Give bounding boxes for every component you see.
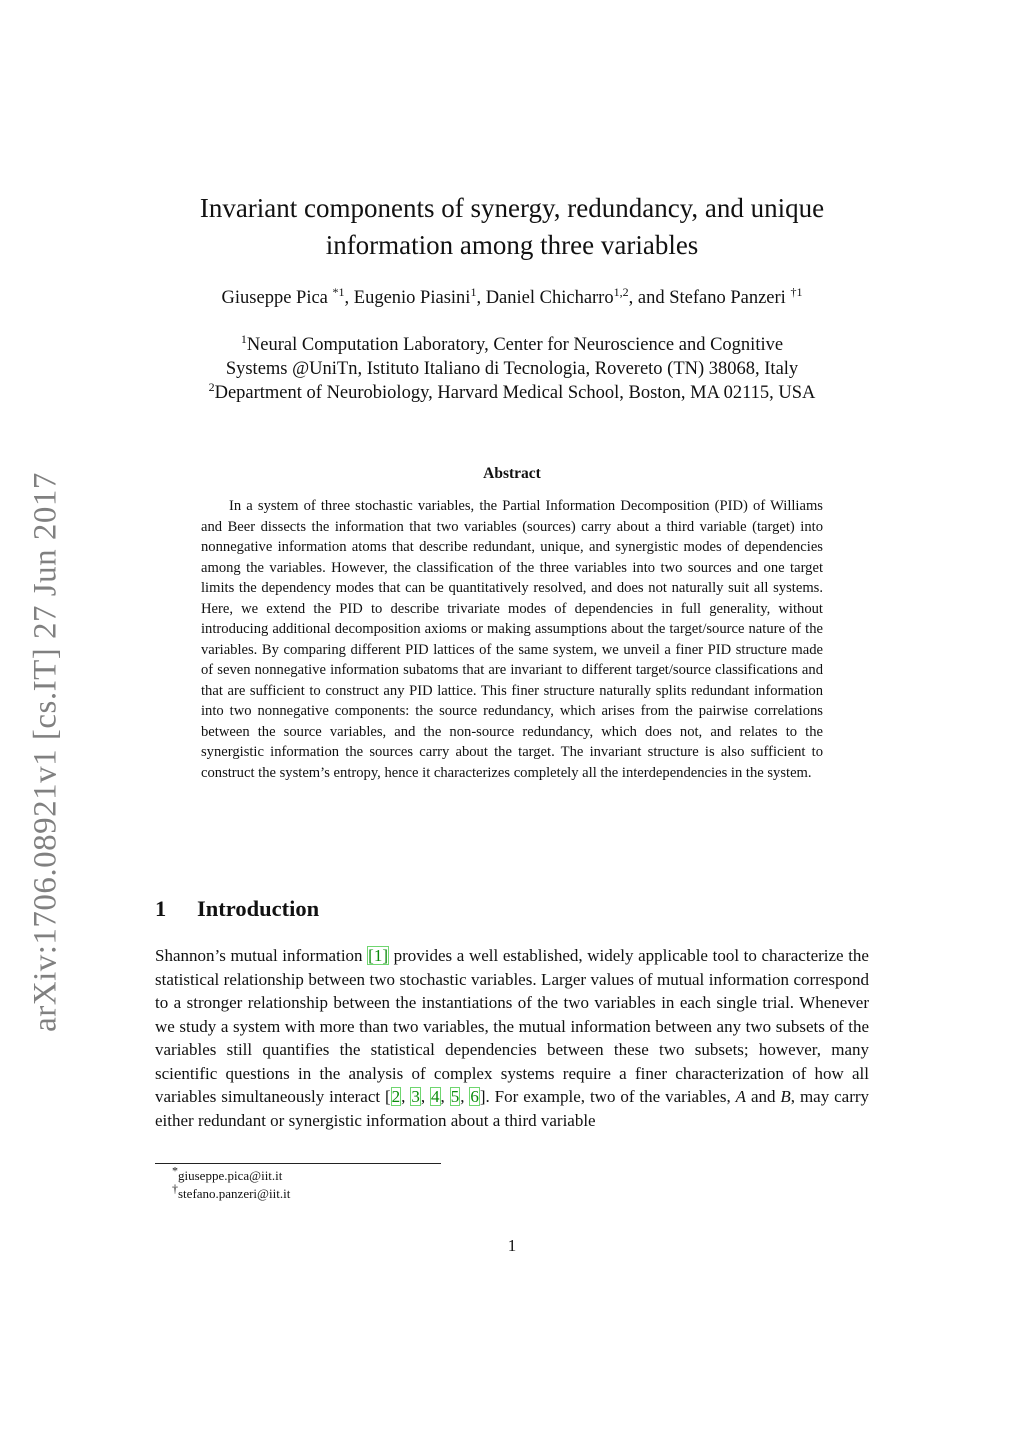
citation-separator: ,: [420, 1087, 431, 1106]
author-1-marker: *1: [332, 284, 345, 299]
variable-b: B: [780, 1087, 791, 1106]
affiliation-2-marker: 2: [208, 379, 215, 394]
affiliations: [100, 333, 924, 405]
intro-text-1: Shannon’s mutual information: [155, 946, 368, 965]
variable-a: A: [735, 1087, 747, 1106]
affiliation-2-text: Department of Neurobiology, Harvard Medical School, Boston, MA 02115, USA: [214, 383, 816, 403]
paper-title: [100, 190, 924, 264]
affiliation-1-marker: 1: [240, 331, 247, 346]
intro-text-3: ]. For example, two of the variables,: [479, 1087, 736, 1106]
author-3-marker: 1,2: [613, 284, 629, 299]
title-line-1: Invariant components of synergy, redundancy, and unique: [199, 193, 825, 223]
intro-text-4: and: [746, 1087, 781, 1106]
footnote-2: [172, 1181, 291, 1203]
author-1: Giuseppe Pica: [221, 288, 333, 308]
author-4: , and Stefano Panzeri: [628, 288, 791, 308]
footnote-divider: [155, 1163, 441, 1164]
citation-link-5[interactable]: 5: [450, 1087, 460, 1106]
arxiv-identifier-text: arXiv:1706.08921v1 [cs.IT] 27 Jun 2017: [27, 472, 64, 1032]
author-list: [100, 284, 924, 309]
footnote-1: [172, 1163, 290, 1185]
citation-separator: ,: [401, 1087, 411, 1106]
title-line-2: information among three variables: [325, 230, 699, 260]
introduction-paragraph: [155, 944, 869, 1132]
author-3: , Daniel Chicharro: [476, 288, 614, 308]
affiliation-1-line-2: Systems @UniTn, Istituto Italiano di Tecnologia, Rovereto (TN) 38068, Italy: [225, 359, 799, 379]
footnote-1-marker: *: [172, 1163, 178, 1178]
footnotes: [172, 1163, 291, 1203]
citation-link-4[interactable]: 4: [431, 1087, 440, 1106]
author-4-marker: †1: [790, 284, 803, 299]
citation-link-6[interactable]: 6: [470, 1087, 479, 1106]
affiliation-2: [100, 381, 924, 405]
footnote-1-email: giuseppe.pica@iit.it: [178, 1168, 283, 1183]
abstract-body: In a system of three stochastic variables, the Partial Information Decomposition (PID) of Williams and Beer dissects the information that two variables (sources) carry about a third variable (target) into nonnegative information atoms that describe redundant, unique, and synergistic modes of dependencies among the variables. However, the classification of the three variables into two sources and one target limits the dependency modes that can be quantitatively resolved, and does not naturally suit all systems. Here, we extend the PID to describe trivariate modes of dependencies in full generality, without introducing additional decomposition axioms or making assumptions about the target/source nature of the variables. By comparing different PID lattices of the same system, we unveil a finer PID structure made of seven nonnegative information subatoms that are invariant to different target/source classifications and that are sufficient to construct any PID lattice. This finer structure naturally splits redundant information into two nonnegative components: the source redundancy, which arises from the pairwise correlations between the source variables, and the non-source redundancy, which does not, and relates to the synergistic information the sources carry about the target. The invariant structure is also sufficient to construct the system’s entropy, hence it characterizes completely all the interdependencies in the system.: [201, 498, 823, 781]
affiliation-1-text: Neural Computation Laboratory, Center for Neuroscience and Cognitive: [246, 335, 784, 355]
footnote-2-email: stefano.panzeri@iit.it: [178, 1186, 291, 1201]
author-2-marker: 1: [470, 284, 477, 299]
citation-link-1[interactable]: [1]: [368, 946, 388, 965]
author-2: , Eugenio Piasini: [344, 288, 471, 308]
affiliation-1-line-1: [100, 333, 924, 357]
page-number: 1: [507, 1236, 517, 1255]
citation-link-2[interactable]: 2: [391, 1087, 401, 1106]
intro-text-5: , may carry either redundant or synergistic information about a third variable: [155, 1087, 870, 1130]
citation-separator: ,: [440, 1087, 450, 1106]
footnote-2-marker: †: [172, 1181, 178, 1196]
citation-separator: ,: [460, 1087, 470, 1106]
citation-link-3[interactable]: 3: [411, 1087, 420, 1106]
abstract-heading: Abstract: [483, 465, 541, 482]
section-heading: [155, 896, 319, 922]
intro-text-2: provides a well established, widely applicable tool to characterize the statistical relationship between two stochastic variables. Larger values of mutual information correspond to a stronger relationship between the instantiations of the two variables in each single trial. Whenever we study a system with more than two variables, the mutual information between any two subsets of the variables still quantifies the statistical dependencies between these two subsets; however, many scientific questions in the analysis of complex systems require a finer characterization of how all variables simultaneously interact [: [155, 946, 869, 1106]
section-number: 1: [155, 896, 167, 921]
section-title: Introduction: [197, 896, 320, 921]
